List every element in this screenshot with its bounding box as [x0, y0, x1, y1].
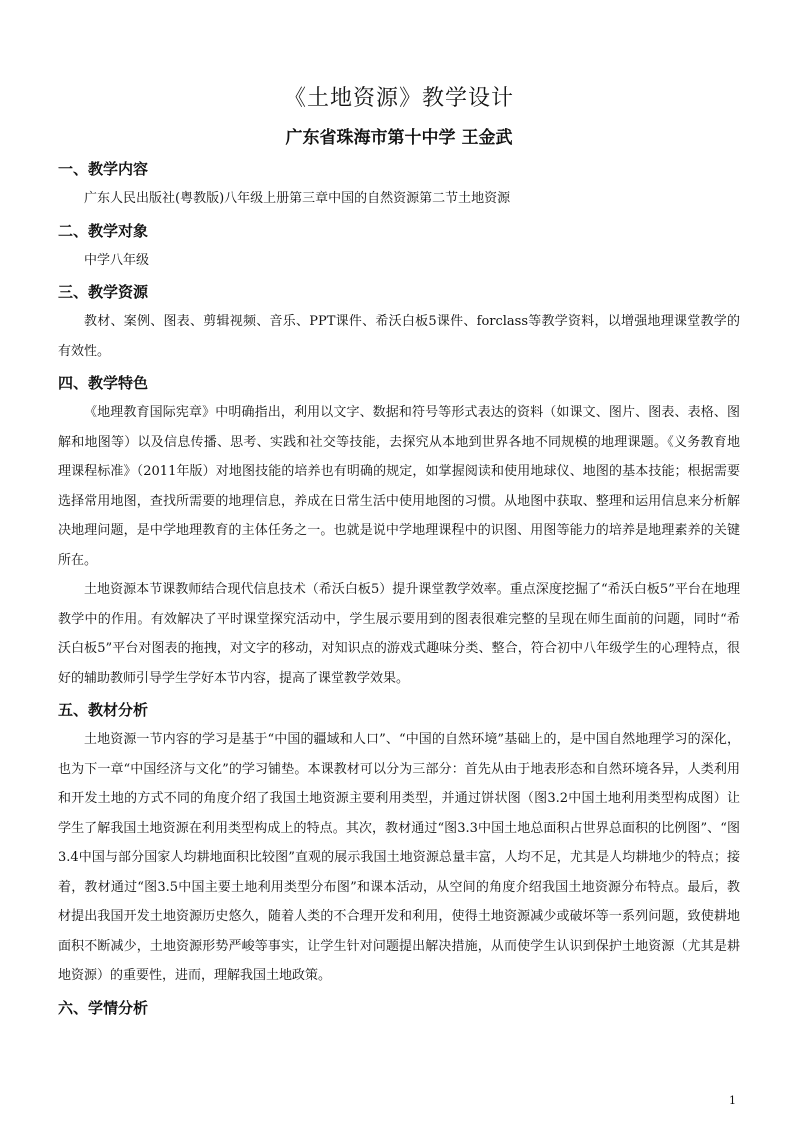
section-heading: 四、教学特色 — [58, 374, 149, 392]
section-student-analysis — [58, 997, 740, 1019]
document-title: 《土地资源》教学设计 — [283, 86, 514, 111]
section-textbook-analysis — [58, 699, 740, 991]
section-teaching-features — [58, 372, 740, 693]
section-teaching-content — [58, 158, 740, 214]
section-paragraph: 中学八年级 — [84, 252, 150, 268]
document-author: 广东省珠海市第十中学 王金武 — [285, 128, 513, 148]
section-paragraph: 土地资源本节课教师结合现代信息技术（希沃白板5）提升课堂教学效率。重点深度挖掘了“希沃白板5”平台在地理教学中的作用。有效解决了平时课堂探究活动中，学生展示要用到的图表很难完整的呈现在师生面前的问题，同时“希沃白板5”平台对图表的拖拽，对文字的移动，对知识点的游戏式趣味分类、整合，符合初中八年级学生的心理特点，很好的辅助教师引导学生学好本节内容，提高了课堂教学效果。 — [58, 582, 740, 686]
section-heading: 二、教学对象 — [58, 221, 149, 240]
section-paragraph: 土地资源一节内容的学习是基于“中国的疆域和人口”、“中国的自然环境”基础上的，是中国自然地理学习的深化，也为下一章“中国经济与文化”的学习铺垫。本课教材可以分为三部分：首先从由于地表形态和自然环境各异，人类利用和开发土地的方式不同的角度介绍了我国土地资源主要利用类型，并通过饼状图（图3.2中国土地利用类型构成图）让学生了解我国土地资源在利用类型构成上的特点。其次，教材通过“图3.3中国土地总面积占世界总面积的比例图”、“图3.4中国与部分国家人均耕地面积比较图”直观的展示我国土地资源总量丰富，人均不足，尤其是人均耕地少的特点；接着，教材通过“图3.5中国主要土地利用类型分布图”和课本活动，从空间的角度介绍我国土地资源分布特点。最后，教材提出我国开发土地资源历史悠久，随着人类的不合理开发和利用，使得土地资源减少或破坏等一系列问题，致使耕地面积不断减少，土地资源形势严峻等事实，让学生针对问题提出解决措施，从而使学生认识到保护土地资源（尤其是耕地资源）的重要性，进而，理解我国土地政策。 — [58, 732, 740, 983]
section-heading: 三、教学资源 — [58, 283, 149, 301]
document-page — [58, 84, 740, 1023]
page-number: 1 — [729, 1094, 736, 1107]
section-paragraph: 《地理教育国际宪章》中明确指出，利用以文字、数据和符号等形式表达的资料（如课文、图片、图表、表格、图解和地图等）以及信息传播、思考、实践和社交等技能，去探究从本地到世界各地不同规模的地理课题。《义务教育地理课程标准》（2011年版）对地图技能的培养也有明确的规定，如掌握阅读和使用地球仪、地图的基本技能；根据需要选择常用地图，查找所需要的地理信息，养成在日常生活中使用地图的习惯。从地图中获取、整理和运用信息来分析解决地理问题，是中学地理教育的主体任务之一。也就是说中学地理课程中的识图、用图等能力的培养是地理素养的关键所在。 — [58, 405, 740, 568]
section-teaching-target — [58, 220, 740, 276]
section-heading: 六、学情分析 — [58, 998, 149, 1017]
section-paragraph: 教材、案例、图表、剪辑视频、音乐、PPT课件、希沃白板5课件、forclass等教学资料，以增强地理课堂教学的有效性。 — [58, 314, 740, 359]
section-teaching-resources — [58, 281, 740, 366]
section-paragraph: 广东人民出版社(粤教版)八年级上册第三章中国的自然资源第二节土地资源 — [84, 191, 511, 206]
section-heading: 五、教材分析 — [58, 701, 149, 719]
section-heading: 一、教学内容 — [58, 160, 149, 178]
